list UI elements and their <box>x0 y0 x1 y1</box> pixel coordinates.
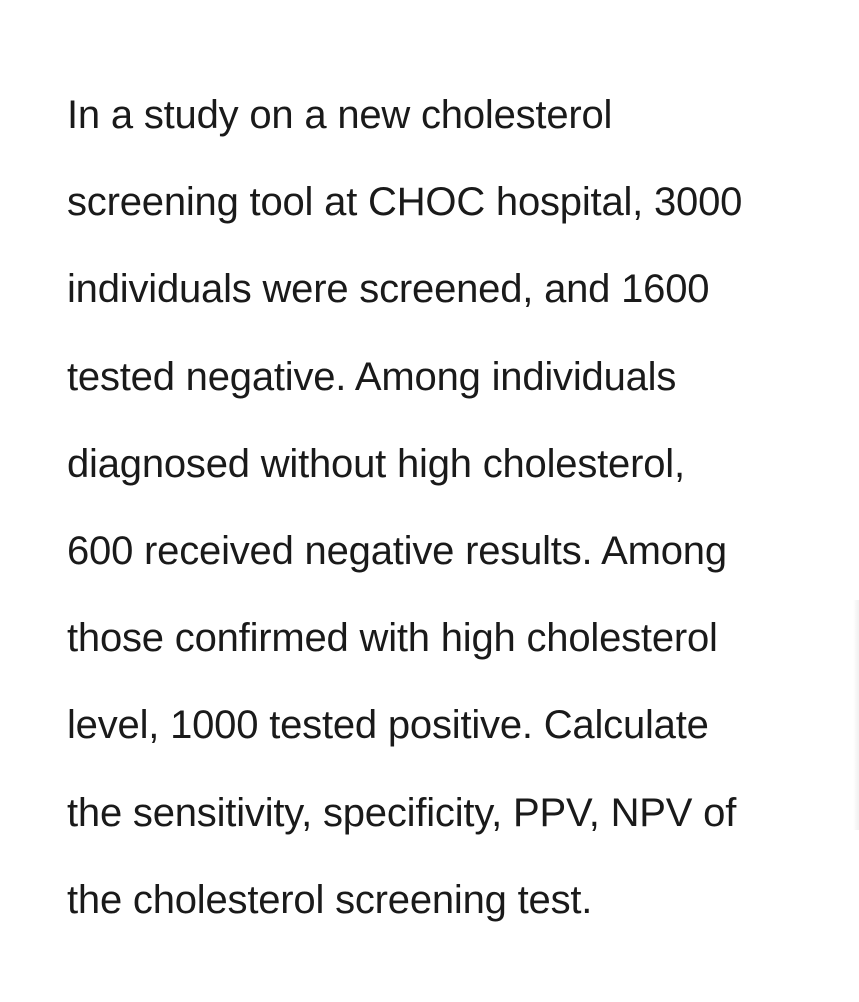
edge-shadow <box>853 600 859 830</box>
question-text <box>67 72 847 944</box>
question-line: 600 received negative results. Among <box>67 529 727 574</box>
question-line: diagnosed without high cholesterol, <box>67 441 685 486</box>
question-line: In a study on a new cholesterol <box>67 93 613 137</box>
question-line: those confirmed with high cholesterol <box>67 616 718 661</box>
question-line: screening tool at CHOC hospital, 3000 <box>67 180 743 225</box>
question-line: the cholesterol screening test. <box>67 877 593 922</box>
question-line: tested negative. Among individuals <box>67 354 677 399</box>
question-line: individuals were screened, and 1600 <box>67 267 710 312</box>
question-line: level, 1000 tested positive. Calculate <box>67 703 709 748</box>
question-line: the sensitivity, specificity, PPV, NPV of <box>67 790 737 835</box>
